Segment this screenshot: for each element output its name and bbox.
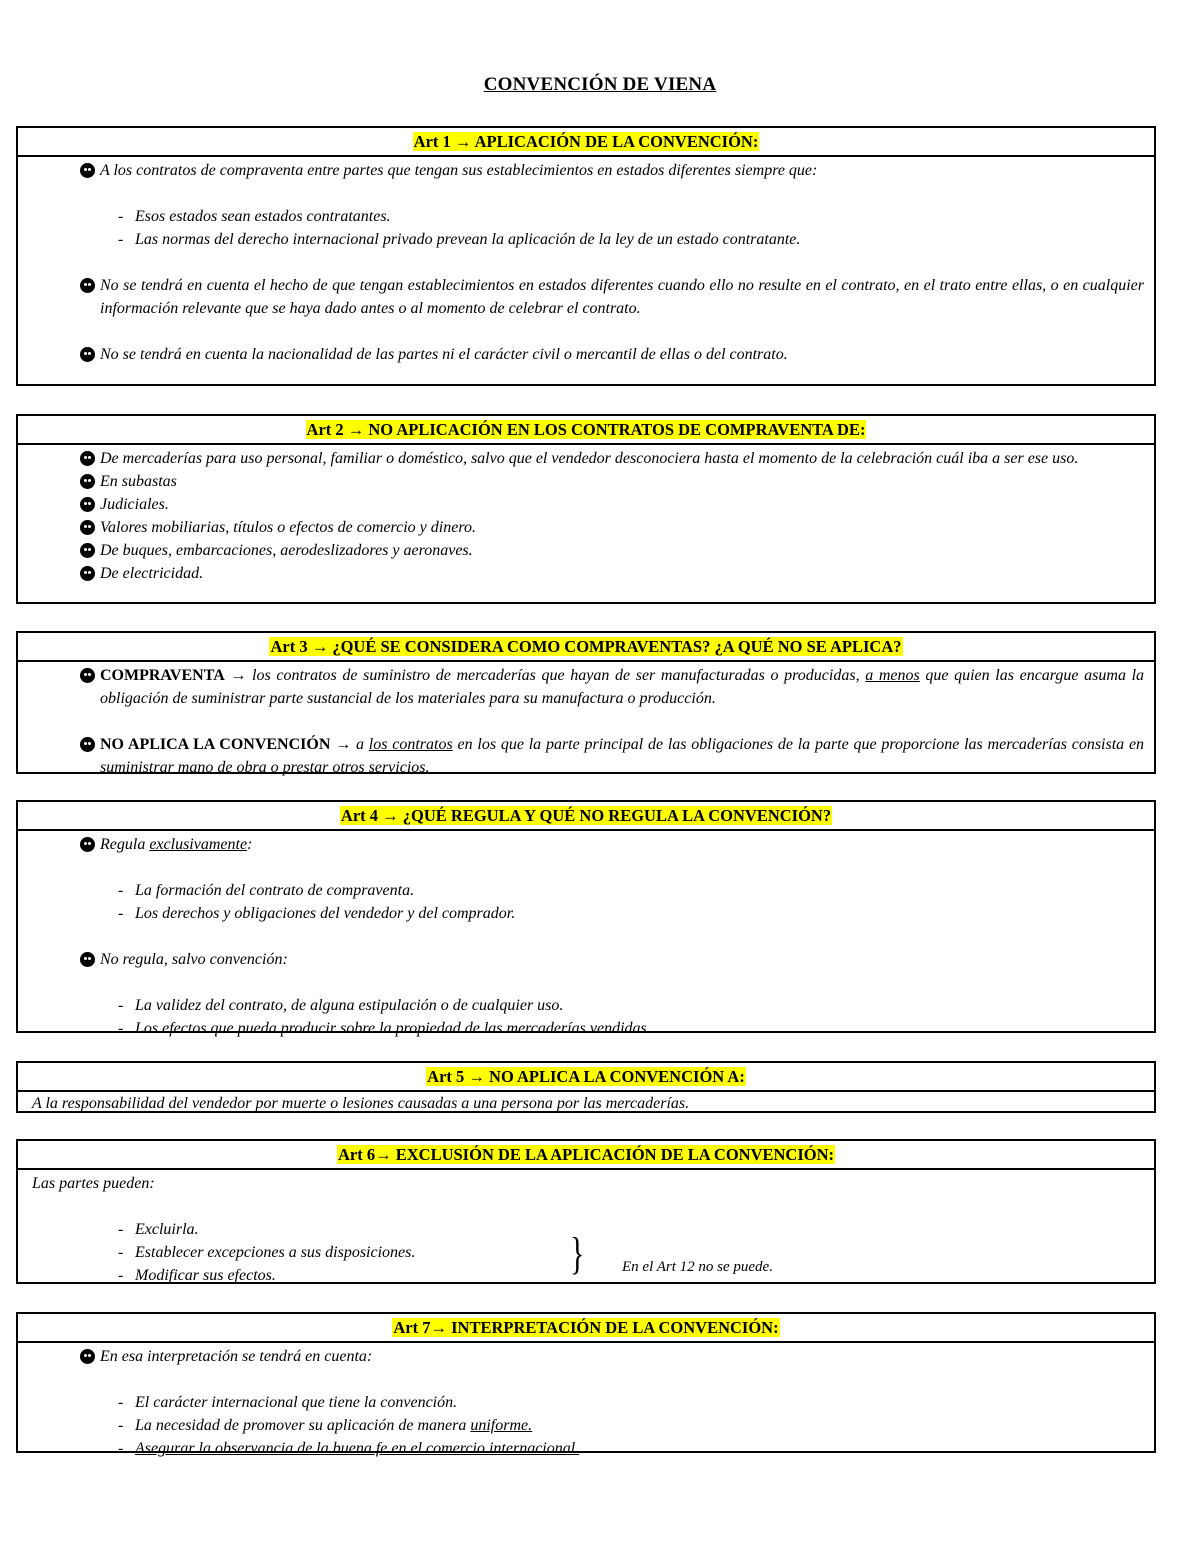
smiley-bullet-icon (80, 737, 95, 752)
dash-item: - Establecer excepciones a sus disposiciones. (118, 1244, 416, 1261)
article-1-heading (18, 128, 1154, 157)
article-6-body (18, 1170, 1154, 1287)
dash-item: - El carácter internacional que tiene la convención. (118, 1394, 458, 1411)
list-item: De electricidad. (32, 562, 1144, 585)
article-1-box (16, 126, 1156, 386)
smiley-bullet-icon (80, 1349, 95, 1364)
article-4-heading-text: Art 4 → ¿QUÉ REGULA Y QUÉ NO REGULA LA CONVENCIÓN? (340, 806, 832, 825)
article-3-box (16, 631, 1156, 774)
dash-item: - Los derechos y obligaciones del vendedor y del comprador. (118, 905, 516, 922)
dash-item: - Esos estados sean estados contratantes. (118, 208, 391, 225)
bullet-item: NO APLICA LA CONVENCIÓN → a los contratos en los que la parte principal de las obligaciones de la parte que proporcione las mercaderías consista en suministrar mano de obra o prestar otros servicios. (32, 733, 1144, 779)
bullet-item: No se tendrá en cuenta la nacionalidad de las partes ni el carácter civil o mercantil de ellas o del contrato. (32, 343, 1144, 366)
article-2-box (16, 414, 1156, 604)
smiley-bullet-icon (80, 347, 95, 362)
article-6-box (16, 1139, 1156, 1284)
article-2-heading-text: Art 2 → NO APLICACIÓN EN LOS CONTRATOS DE COMPRAVENTA DE: (306, 420, 866, 439)
article-5-heading-text: Art 5 → NO APLICA LA CONVENCIÓN A: (427, 1067, 745, 1086)
dash-item: - Los efectos que pueda producir sobre la propiedad de las mercaderías vendidas. (118, 1020, 651, 1037)
article-7-box (16, 1312, 1156, 1457)
smiley-bullet-icon (80, 566, 95, 581)
smiley-bullet-icon (80, 278, 95, 293)
bullet-item: COMPRAVENTA → los contratos de suministro de mercaderías que hayan de ser manufacturadas o producidas, a menos que quien las encargue asuma la obligación de suministrar parte sustancial de los materiales para su manufactura o producción. (32, 664, 1144, 710)
bullet-item: Regula exclusivamente: (32, 833, 1144, 856)
article-3-heading (18, 633, 1154, 662)
smiley-bullet-icon (80, 163, 95, 178)
dash-item: - Modificar sus efectos. (118, 1267, 276, 1284)
bullet-item: En esa interpretación se tendrá en cuenta: (32, 1345, 1144, 1368)
smiley-bullet-icon (80, 474, 95, 489)
list-item: De mercaderías para uso personal, familiar o doméstico, salvo que el vendedor desconociera hasta el momento de la celebración cuál iba a ser ese uso. (32, 447, 1144, 470)
article-5-text: A la responsabilidad del vendedor por muerte o lesiones causadas a una persona por las mercaderías. (32, 1095, 690, 1112)
article-3-heading-text: Art 3 → ¿QUÉ SE CONSIDERA COMO COMPRAVENTAS? ¿A QUÉ NO SE APLICA? (270, 637, 902, 656)
bullet-item: No regula, salvo convención: (32, 948, 1144, 971)
arrow-icon: → (335, 736, 352, 753)
brace-symbol: } (570, 1229, 585, 1279)
dash-item: - Asegurar la observancia de la buena fe en el comercio internacional. (118, 1440, 580, 1457)
dash-item: - La formación del contrato de compraventa. (118, 882, 415, 899)
article-1-heading-text: Art 1 → APLICACIÓN DE LA CONVENCIÓN: (413, 132, 759, 151)
article-4-body (18, 831, 1154, 1040)
article-4-heading (18, 802, 1154, 831)
smiley-bullet-icon (80, 451, 95, 466)
article-1-body (18, 157, 1154, 366)
list-item: En subastas (32, 470, 1144, 493)
dash-item: - Las normas del derecho internacional privado prevean la aplicación de la ley de un estado contratante. (118, 231, 801, 248)
list-item: Judiciales. (32, 493, 1144, 516)
smiley-bullet-icon (80, 952, 95, 967)
smiley-bullet-icon (80, 837, 95, 852)
article-4-box (16, 800, 1156, 1037)
smiley-bullet-icon (80, 668, 95, 683)
article-5-heading (18, 1063, 1154, 1092)
side-note: En el Art 12 no se puede. (622, 1259, 773, 1275)
article-2-heading (18, 416, 1154, 445)
article-7-heading-text: Art 7→ INTERPRETACIÓN DE LA CONVENCIÓN: (393, 1318, 779, 1337)
smiley-bullet-icon (80, 497, 95, 512)
article-7-body (18, 1343, 1154, 1460)
article-2-body (18, 445, 1154, 585)
arrow-icon: → (230, 667, 247, 684)
bullet-item: No se tendrá en cuenta el hecho de que tengan establecimientos en estados diferentes cuando ello no resulte en el contrato, en el trato entre ellas, o en cualquier información relevante que se haya dado antes o al momento de celebrar el contrato. (32, 274, 1144, 320)
article-5-box (16, 1061, 1156, 1113)
dash-item: - La validez del contrato, de alguna estipulación o de cualquier uso. (118, 997, 564, 1014)
article-7-heading (18, 1314, 1154, 1343)
list-item: Valores mobiliarias, títulos o efectos de comercio y dinero. (32, 516, 1144, 539)
article-6-intro: Las partes pueden: (32, 1175, 155, 1192)
article-6-heading (18, 1141, 1154, 1170)
article-6-heading-text: Art 6→ EXCLUSIÓN DE LA APLICACIÓN DE LA CONVENCIÓN: (338, 1145, 834, 1164)
document-title: CONVENCIÓN DE VIENA (483, 74, 717, 95)
list-item: De buques, embarcaciones, aerodeslizadores y aeronaves. (32, 539, 1144, 562)
article-3-body (18, 662, 1154, 779)
smiley-bullet-icon (80, 520, 95, 535)
bullet-item: A los contratos de compraventa entre partes que tengan sus establecimientos en estados diferentes siempre que: (32, 159, 1144, 182)
dash-item: - La necesidad de promover su aplicación de manera uniforme. (118, 1417, 533, 1434)
dash-item: - Excluirla. (118, 1221, 199, 1238)
smiley-bullet-icon (80, 543, 95, 558)
article-5-body (18, 1092, 1154, 1115)
